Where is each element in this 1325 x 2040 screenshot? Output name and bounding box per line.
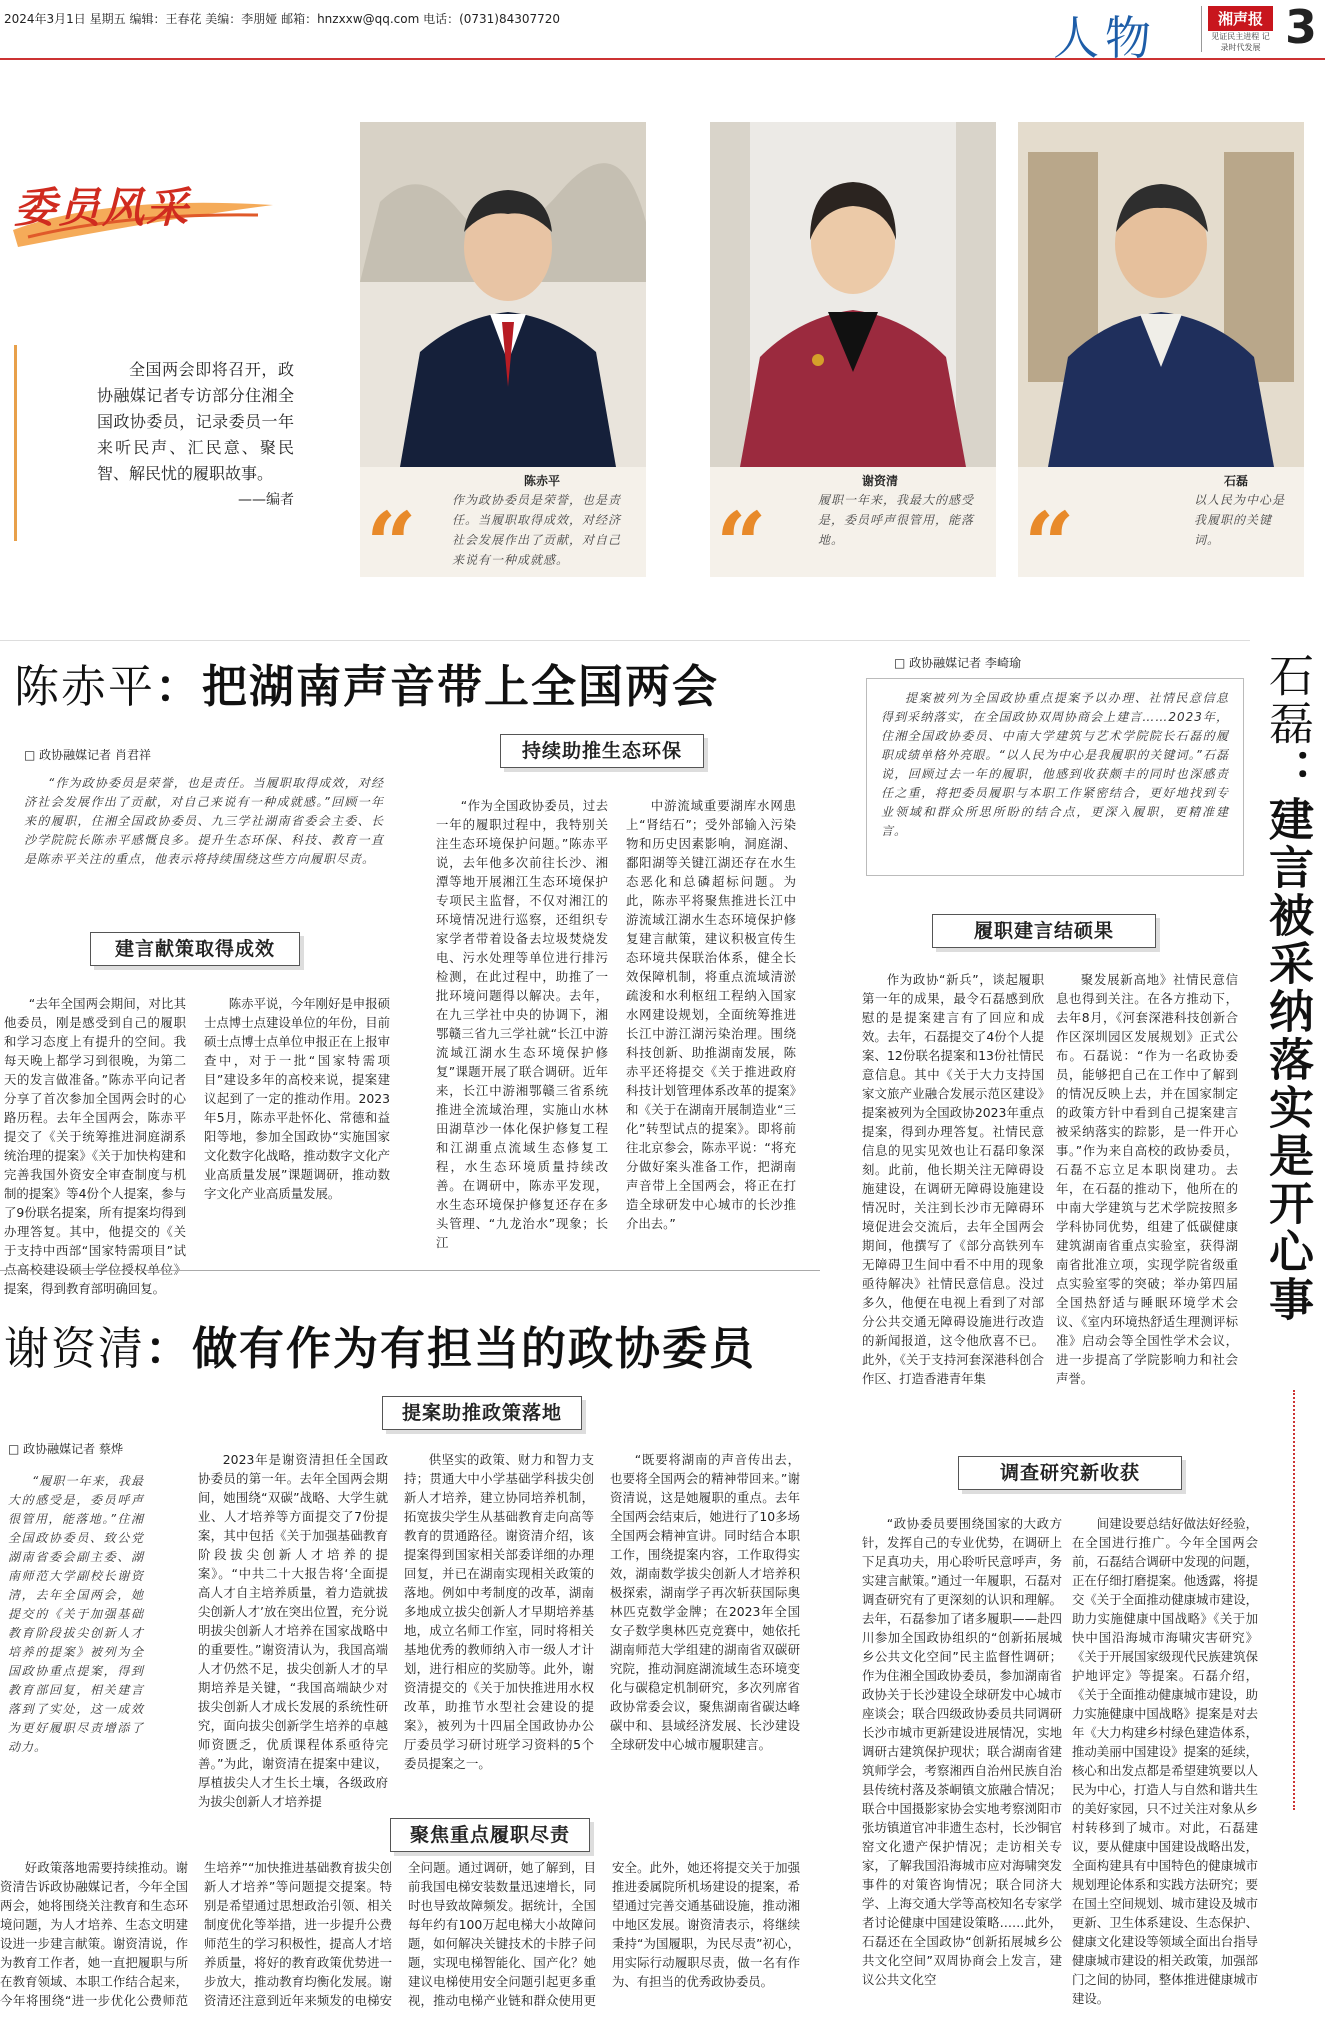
article3-byline: □ 政协融媒记者 李崎瑜 — [894, 654, 1021, 671]
article2-column-3: “既要将湖南的声音传出去，也要将全国两会的精神带回来。”谢资清说，这是她履职的重点。去年全国两会结束后，她进行了10多场全国两会精神宣讲。同时结合本职工作，围绕提案内容，工作取得实效，湖南数学拔尖创新人才培养积极探索，湖南学子再次斩获国际奥林匹克数学金牌；在2023年全国女子数学奥林匹克竞赛中，她依托湖南师范大学组建的湖南省双碳研究院，推动洞庭湖流域生态环境变化与碳稳定机制研究，多次列席省政协常委会议，聚焦湖南省碳达峰碳中和、县域经济发展、长沙建设全球研发中心城市履职建言。 — [610, 1452, 800, 1752]
article2-byline: □ 政协融媒记者 蔡烨 — [8, 1440, 123, 1457]
article1-byline: □ 政协融媒记者 肖君祥 — [24, 746, 151, 763]
article1-name: 陈赤平 — [14, 660, 156, 713]
column-title: 委员风采 — [14, 183, 191, 232]
article2-column-4: 好政策落地需要持续推动。谢资清告诉政协融媒记者，今年全国两会，她将围绕关注教育和生态环境问题，为人才培养、生态文明建设进一步建言献策。谢资清说，作为教育工作者，她一直把履职与所在教育领域、本职工作结合起来，今年将围绕“进一步优化公费师范生培养”“加快推进基础教育拔尖创新人才培养”等问题提交提案。特别是希望通过思想政治引领、相关制度优化等举措，进一步提升公费师范生的学习积极性，提高人才培养质量，将好的教育政策优势进一步放大，推动教育均衡化发展。谢资清还注意到近年来频发的电梯安全问题。通过调研，她了解到，目前我国电梯安装数量迅速增长，同时也导致故障频发。据统计，全国每年约有100万起电梯大小故障问题，如何解决关键技术的卡脖子问题，实现电梯智能化、国产化？她建议电梯使用安全问题引起更多重视，推动电梯产业链和群众使用更安全。此外，她还将提交关于加强推进委属院所机场建设的提案，希望通过完善交通基础设施，推动湘中地区发展。谢资清表示，将继续秉持“为国履职，为民尽责”初心，用实际行动履职尽责，做一名有作为、有担当的优秀政协委员。 — [0, 1860, 800, 2008]
quote-mark-icon: “ — [716, 492, 759, 596]
article1-column-3: “作为全国政协委员，过去一年的履职过程中，我特别关注生态环境保护问题。”陈赤平说，去年他多次前往长沙、湘潭等地开展湘江生态环境保护专项民主监督，不仅对湘江的环境情况进行巡察，还组织专家学者带着设备去垃圾焚烧发电、污水处理等单位进行排污检测，在此过程中，助推了一批环境问题得以解决。去年，在九三学社中央的协调下，湘鄂赣三省九三学社就“长江中游流域江湖水生态环境保护修复”课题开展了联合调研。近年来，长江中游湘鄂赣三省系统推进全流域治理，实施山水林田湖草沙一体化保护修复工程和江湖重点流域生态修复工程，水生态环境质量持续改善。在调研中，陈赤平发现，水生态环境保护修复还存在多头管理、“九龙治水”现象；长江 — [436, 798, 608, 1250]
article1-title: 把湖南声音带上全国两会 — [202, 660, 720, 713]
section-divider — [0, 1270, 820, 1271]
portrait-name-shi: 石磊 — [1224, 474, 1249, 488]
vertical-divider — [1293, 1390, 1295, 1810]
section-title: 人物 — [1053, 11, 1157, 65]
article3-name: 石磊 — [1261, 652, 1314, 748]
article1-headline: 陈赤平：把湖南声音带上全国两会 — [14, 660, 720, 713]
article1-column-2: 陈赤平说，今年刚好是申报硕士点博士点建设单位的年份，目前硕士点博士点单位申报正在上报审查中，对于一批“国家特需项目”建设多年的高校来说，提案建议起到了一定的推动作用。2023年5月，陈赤平赴怀化、常德和益阳等地，参加全国政协“实施国家文化数字化战略，推动数字文化产业高质量发展”课题调研，推动数字文化产业高质量发展。 — [204, 996, 390, 1201]
article2-lead: “履职一年来，我最大的感受是，委员呼声很管用，能落地。”住湘全国政协委员、致公党湖南省委会副主委、湖南师范大学副校长谢资清，去年全国两会，她提交的《关于加强基础教育阶段拔尖创新人才培养的提案》被列为全国政协重点提案，得到教育部回复，相关建言落到了实处，这一成效为更好履职尽责增添了动力。 — [8, 1474, 144, 1754]
article2-subhead-1: 提案助推政策落地 — [382, 1396, 582, 1430]
article2-name: 谢资清 — [4, 1322, 146, 1375]
editor-intro-text: 全国两会即将召开，政协融媒记者专访部分住湘全国政协委员，记录委员一年来听民声、汇民意、聚民智、解民忧的履职故事。 — [97, 360, 294, 483]
article3-headline: 石磊：建言被采纳落实是开心事 — [1261, 652, 1314, 1324]
quote-mark-icon: “ — [1024, 492, 1067, 596]
editor-intro — [14, 345, 294, 541]
newspaper-logo-name: 湘声报 — [1208, 6, 1273, 31]
portrait-photo-shi — [1018, 122, 1304, 467]
portrait-name-xie: 谢资清 — [862, 474, 899, 488]
column-badge — [8, 135, 278, 255]
portrait-card-chen — [360, 122, 646, 596]
masthead-info: 2024年3月1日 星期五 编辑：王春花 美编：李朋娅 邮箱：hnzxxw@qq.com 电话：(0731)84307720 — [4, 12, 561, 26]
newspaper-logo — [1201, 6, 1273, 52]
article3-title: 建言被采纳落实是开心事 — [1261, 796, 1314, 1324]
article1-column-4: 中游流域重要湖库水网患上“肾结石”；受外部输入污染物和历史因素影响，洞庭湖、鄱阳湖等关键江湖还存在水生态恶化和总磷超标问题。为此，陈赤平将聚焦推进长江中游流域江湖水生态环境保护修复建言献策，建议积极宣传生态环境共保联治体系，健全长效保障机制，将重点流域清淤疏浚和水利枢纽工程纳入国家水网建设规划，全面统筹推进长江中游江湖污染治理。围绕科技创新、助推湖南发展，陈赤平还将提交《关于推进政府科技计划管理体系改革的提案》和《关于在湖南开展制造业“三化”转型试点的提案》。即将前往北京参会，陈赤平说：“将充分做好案头准备工作，把湖南声音带上全国两会，将正在打造全球研发中心城市的长沙推介出去。” — [626, 798, 796, 1231]
article3-lead: 提案被列为全国政协重点提案予以办理、社情民意信息得到采纳落实，在全国政协双周协商会上建言……2023年，住湘全国政协委员、中南大学建筑与艺术学院院长石磊的履职成绩单格外亮眼。“以人民为中心是我履职的关键词。”石磊说，回顾过去一年的履职，他感到收获颇丰的同时也深感责任之重，将把委员履职与本职工作紧密结合，更好地找到专业领域和群众所思所盼的结合点，更深入履职，更精准建言。 — [866, 678, 1244, 876]
masthead — [0, 0, 1325, 65]
portrait-name-chen: 陈赤平 — [524, 474, 561, 488]
article3-subhead-1: 履职建言结硕果 — [932, 914, 1156, 948]
article1-column-1: “去年全国两会期间，对比其他委员，刚是感受到自己的履职和学习态度上有提升的空间。我每天晚上都学习到很晚，为第二天的发言做准备。”陈赤平向记者分享了首次参加全国两会时的心路历程。去年全国两会，陈赤平提交了《关于统筹推进洞庭湖系统治理的提案》《关于加快构建和完善我国外资安全审查制度与机制的提案》等4份个人提案，参与了9份联名提案，所有提案均得到办理答复。其中，他提交的《关于支持中西部“国家特需项目”试点高校建设硕士学位授权单位》提案，得到教育部明确回复。 — [4, 996, 186, 1296]
portrait-card-shi — [1018, 122, 1304, 596]
portrait-photo-chen — [360, 122, 646, 467]
article1-subhead-1: 建言献策取得成效 — [90, 932, 300, 966]
section-divider — [0, 640, 1250, 641]
article2-title: 做有作为有担当的政协委员 — [192, 1322, 757, 1375]
newspaper-logo-slogan: 见证民主进程 记录时代发展 — [1211, 32, 1270, 52]
portrait-card-xie — [710, 122, 996, 596]
article1-subhead-2: 持续助推生态环保 — [500, 734, 704, 768]
article3-subhead-2: 调查研究新收获 — [958, 1456, 1182, 1490]
portrait-quote-shi: 以人民为中心是我履职的关键词。 — [1194, 493, 1286, 547]
article3-column-4: 间建设要总结好做法好经验，在全国进行推广。今年全国两会前，石磊结合调研中发现的问题，正在仔细打磨提案。他透露，将提交《关于全面推动健康城市建设，助力实施健康中国战略》《关于加快中国沿海城市海啸灾害研究》《关于开展国家级现代民族建筑保护地评定》等提案。石磊介绍，《关于全面推动健康城市建设，助力实施健康中国战略》提案是对去年《大力构建乡村绿色建造体系，推动美丽中国建设》提案的延续，核心和出发点都是希望建筑要以人民为中心，打造人与自然和谐共生的美好家园，只不过关注对象从乡村转移到了城市。对此，石磊建议，要从健康中国建设战略出发，全面构建具有中国特色的健康城市规划理论体系和实践方法研究；要在国土空间规划、城市建设及城市更新、卫生体系建设、生态保护、健康文化建设等领域全面出台指导健康城市建设的相关政策，加强部门之间的协同，整体推进健康城市建设。 — [1072, 1516, 1258, 2006]
article1-lead: “作为政协委员是荣誉，也是责任。当履职取得成效，对经济社会发展作出了贡献，对自己来说有一种成就感。”回顾一年来的履职，住湘全国政协委员、九三学社湖南省委会主委、长沙学院院长陈赤平感慨良多。提升生态环保、科技、教育一直是陈赤平关注的重点，他表示将持续围绕这些方向履职尽责。 — [24, 776, 384, 866]
editor-signature: ——编者 — [238, 492, 294, 508]
article3-column-1: 作为政协“新兵”，谈起履职第一年的成果，最令石磊感到欣慰的是提案建言有了回应和成效。去年，石磊提交了4份个人提案、12份联名提案和13份社情民意信息。其中《关于大力支持国家文旅产业融合发展示范区建设》提案被列为全国政协2023年重点提案，得到办理答复。社情民意信息的见实见效也让石磊印象深刻。此前，他长期关注无障碍设施建设，在调研无障碍设施建设情况时，关注到长沙市无障碍环境促进会交流后，去年全国两会期间，他撰写了《部分高铁列车无障碍卫生间中看不中用的现象亟待解决》社情民意信息。没过多久，他便在电视上看到了对部分公共交通无障碍设施进行改造的新闻报道，这令他欣喜不已。此外，《关于支持河套深港科创合作区、打造香港青年集 — [862, 972, 1044, 1386]
quote-mark-icon: “ — [366, 492, 409, 596]
portrait-quote-xie: 履职一年来，我最大的感受是，委员呼声很管用，能落地。 — [818, 493, 975, 547]
article2-subhead-2: 聚焦重点履职尽责 — [390, 1818, 590, 1852]
portrait-quote-chen: 作为政协委员是荣誉，也是责任。当履职取得成效，对经济社会发展作出了贡献，对自己来说有一种成就感。 — [452, 493, 622, 567]
article2-headline: 谢资清：做有作为有担当的政协委员 — [4, 1322, 757, 1375]
page-number: 3 — [1284, 0, 1317, 54]
article2-column-2: 供坚实的政策、财力和智力支持；贯通大中小学基础学科拔尖创新人才培养，建立协同培养机制，拓宽拔尖学生从基础教育走向高等教育的贯通路径。谢资清介绍，该提案得到国家相关部委详细的办理回复，并已在湖南实现相关政策的落地。例如中考制度的改革，湖南多地成立拔尖创新人才早期培养基地，成立名师工作室，同时将相关基地优秀的教师纳入市一级人才计划，进行相应的奖励等。此外，谢资清提交的《关于加快推进用水权改革，助推节水型社会建设的提案》，被列为十四届全国政协办公厅委员学习研讨班学习资料的5个委员提案之一。 — [404, 1452, 594, 1771]
article2-column-1: 2023年是谢资清担任全国政协委员的第一年。去年全国两会期间，她围绕“双碳”战略、大学生就业、人才培养等方面提交了7份提案，其中包括《关于加强基础教育阶段拔尖创新人才培养的提案》。“中共二十大报告将‘全面提高人才自主培养质量，着力造就拔尖创新人才’放在突出位置，充分说明拔尖创新人才培养在国家战略中的重要性。”谢资清认为，我国高端人才仍然不足，拔尖创新人才的早期培养是关键，“我国高端缺少对拔尖创新人才成长发展的系统性研究，面向拔尖创新学生培养的卓越师资匮乏，优质课程体系亟待完善。”为此，谢资清在提案中建议，厚植拔尖人才生长土壤，各级政府为拔尖创新人才培养提 — [198, 1452, 388, 1809]
article3-column-3: “政协委员要围绕国家的大政方针，发挥自己的专业优势，在调研上下足真功夫，用心聆听民意呼声，务实建言献策。”通过一年履职，石磊对调查研究有了更深刻的认识和理解。去年，石磊参加了诸多履职——赴四川参加全国政协组织的“创新拓展城乡公共文化空间”民主监督性调研；作为住湘全国政协委员，参加湖南省政协关于长沙建设全球研发中心城市座谈会；联合四级政协委员共同调研长沙市城市更新建设进展情况，实地调研古建筑保护现状；联合湖南省建筑师学会，考察湘西自治州民族自治县传统村落及茶峒镇文旅融合情况；联合中国摄影家协会实地考察浏阳市张坊镇道官冲非遗生态村，长沙铜官窑文化遗产保护情况；走访相关专家，了解我国沿海城市应对海啸突发事件的对策咨询情况；联合同济大学、上海交通大学等高校知名专家学者讨论健康中国建设策略……此外，石磊还在全国政协“创新拓展城乡公共文化空间”双周协商会上发言，建议公共文化空 — [862, 1516, 1062, 1987]
article3-column-2: 聚发展新高地》社情民意信息也得到关注。在各方推动下，去年8月，《河套深港科技创新合作区深圳园区发展规划》正式公布。石磊说：“作为一名政协委员，能够把自己在工作中了解到的情况反映上去，并在国家制定的政策方针中看到自己提案建言被采纳落实的踪影，是一件开心事。”作为来自高校的政协委员，石磊不忘立足本职岗建功。去年，在石磊的推动下，他所在的中南大学建筑与艺术学院按照多学科协同优势，组建了低碳健康建筑湖南省重点实验室，获得湖南省批准立项，实现学院省级重点实验室零的突破；举办第四届全国热舒适与睡眠环境学术会议、《室内环境热舒适生理测评标准》启动会等全国性学术会议，进一步提高了学院影响力和社会声誉。 — [1056, 972, 1238, 1386]
portrait-photo-xie — [710, 122, 996, 467]
